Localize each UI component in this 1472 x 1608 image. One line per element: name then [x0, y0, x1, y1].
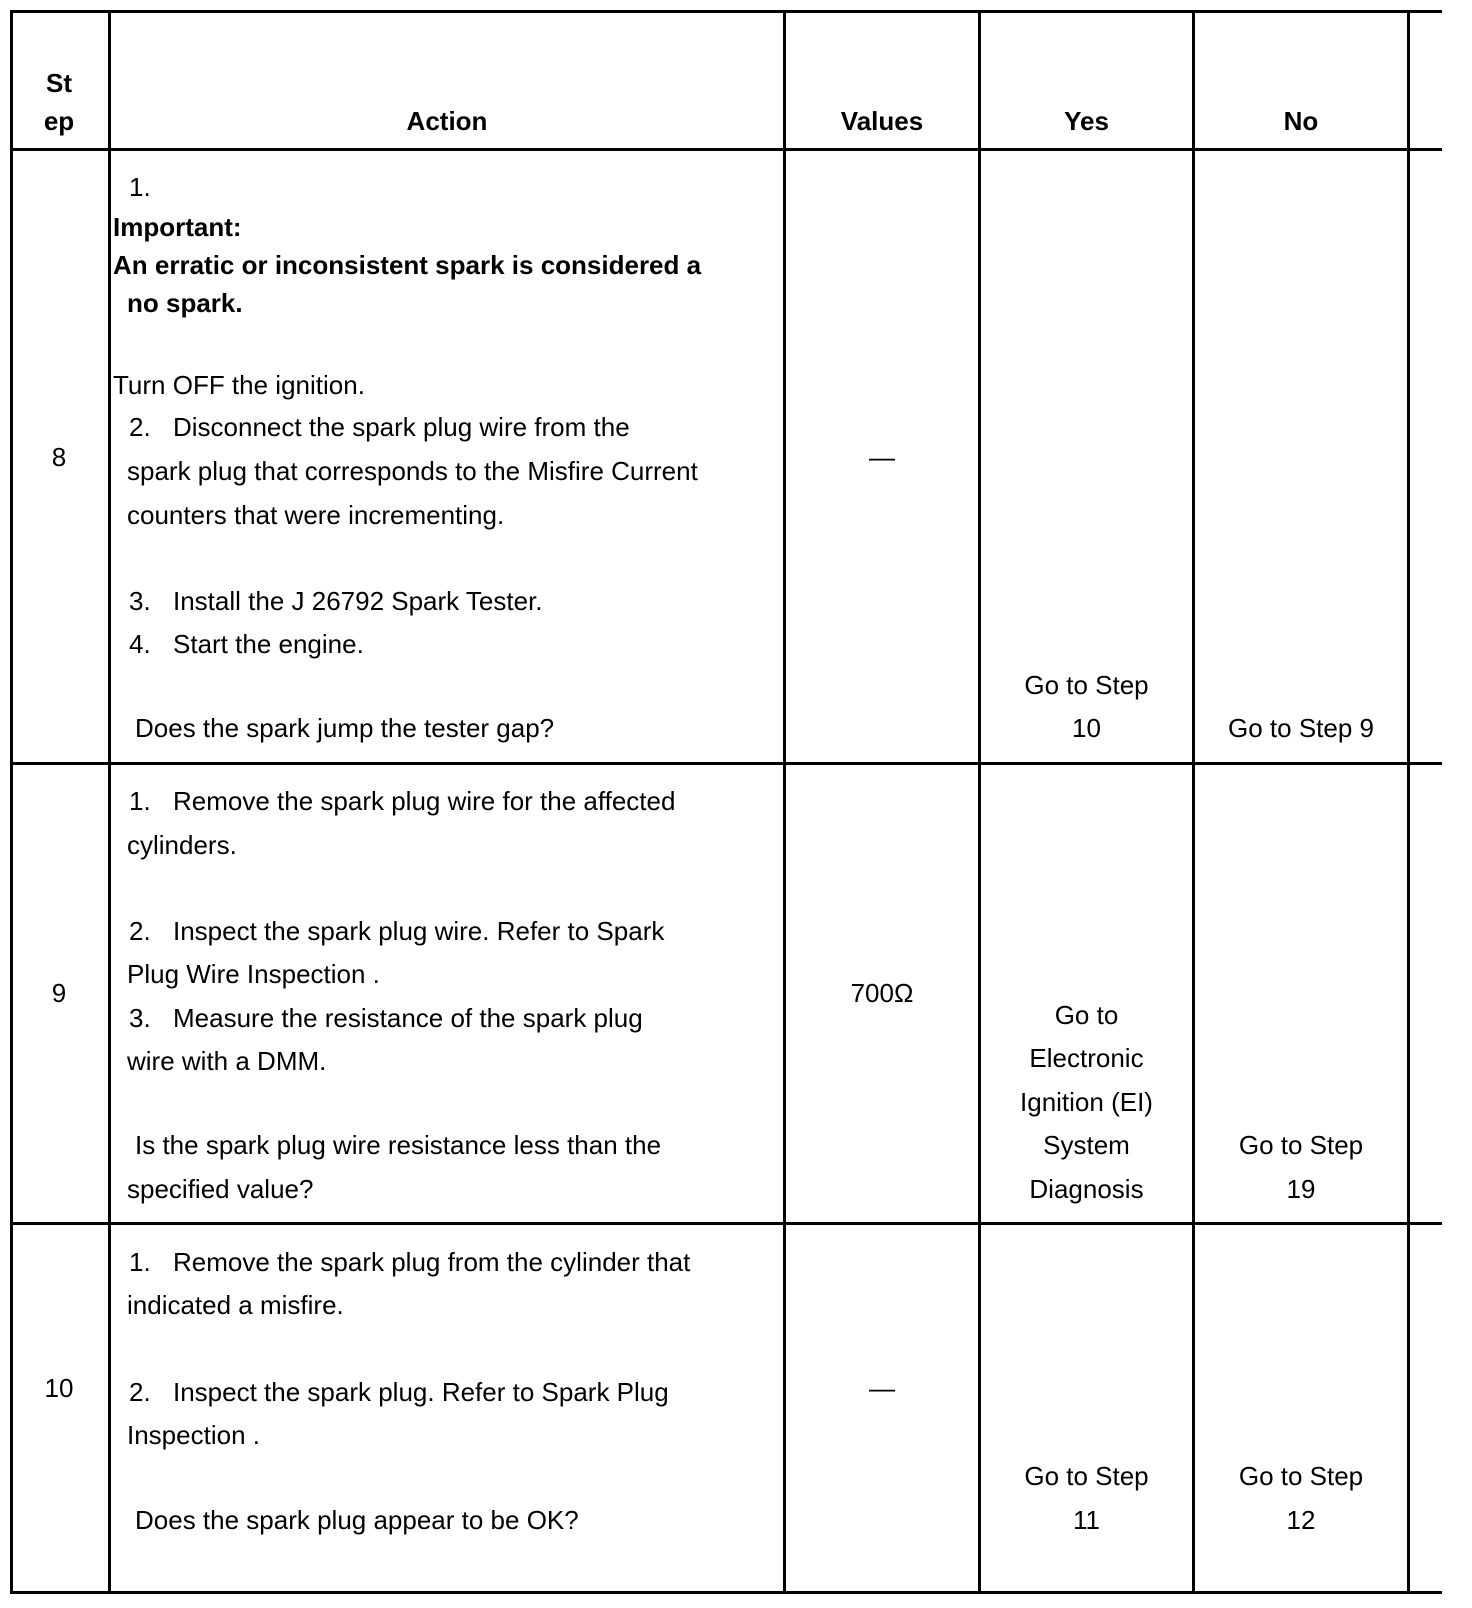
- col-divider-action: [783, 10, 786, 1594]
- list-number-3: 3.: [129, 586, 151, 616]
- list-number-2: 2.: [129, 412, 151, 442]
- header-action: Action: [406, 106, 488, 136]
- step-10-no-line1: Go to Step: [1238, 1461, 1364, 1491]
- step-9-yes-line2: Electronic: [1029, 1043, 1144, 1073]
- list-number-1: 1.: [129, 172, 151, 202]
- step-10-no-line2: 12: [1286, 1505, 1316, 1535]
- step-number: 10: [44, 1373, 74, 1403]
- list-number-4: 4.: [129, 629, 151, 659]
- step-9-question-line1: Is the spark plug wire resistance less than the: [135, 1130, 662, 1160]
- table-border-bottom: [10, 1591, 1442, 1594]
- step-9-yes-line5: Diagnosis: [1029, 1174, 1144, 1204]
- table-border-left: [10, 10, 13, 1594]
- step-number: 8: [51, 442, 67, 472]
- step-8-item-2-line3: counters that were incrementing.: [127, 500, 505, 530]
- step-9-no-line2: 19: [1286, 1174, 1316, 1204]
- header-values: Values: [840, 106, 924, 136]
- important-text-line2: no spark.: [127, 288, 243, 318]
- step-number: 9: [51, 978, 67, 1008]
- diagnostic-table: [10, 10, 1442, 1594]
- list-number-1: 1.: [129, 1247, 151, 1277]
- step-9-yes-line1: Go to: [1054, 1000, 1119, 1030]
- header-yes: Yes: [1064, 106, 1109, 136]
- step-9-yes-line4: System: [1043, 1130, 1130, 1160]
- header-divider: [10, 148, 1442, 151]
- header-no: No: [1283, 106, 1319, 136]
- row-divider-9-10: [10, 1222, 1442, 1225]
- step-10-item-1-line1: Remove the spark plug from the cylinder that: [173, 1247, 691, 1277]
- col-divider-yes: [1192, 10, 1195, 1594]
- list-number-2: 2.: [129, 1377, 151, 1407]
- step-8-item-4: Start the engine.: [173, 629, 364, 659]
- list-number-1: 1.: [129, 786, 151, 816]
- header-step-line1: St: [46, 68, 72, 98]
- table-border-top: [10, 10, 1442, 13]
- important-text-line1: An erratic or inconsistent spark is considered a: [113, 250, 702, 280]
- step-9-item-1-line2: cylinders.: [127, 830, 237, 860]
- step-8-item-2-line1: Disconnect the spark plug wire from the: [173, 412, 630, 442]
- step-10-question: Does the spark plug appear to be OK?: [135, 1505, 579, 1535]
- step-10-item-1-line2: indicated a misfire.: [127, 1290, 344, 1320]
- step-8-no: Go to Step 9: [1228, 713, 1374, 743]
- table-border-right: [1407, 10, 1410, 1594]
- step-10-item-2-line1: Inspect the spark plug. Refer to Spark Plug: [173, 1377, 669, 1407]
- step-9-no-line1: Go to Step: [1238, 1130, 1364, 1160]
- step-9-item-1-line1: Remove the spark plug wire for the affected: [173, 786, 676, 816]
- col-divider-step: [108, 10, 111, 1594]
- step-8-value: —: [869, 442, 895, 472]
- row-divider-8-9: [10, 762, 1442, 765]
- important-label: Important:: [113, 212, 242, 242]
- step-9-item-3-line1: Measure the resistance of the spark plug: [173, 1003, 643, 1033]
- step-10-value: —: [869, 1373, 895, 1403]
- step-8-yes-line2: 10: [1072, 713, 1101, 743]
- step-9-item-3-line2: wire with a DMM.: [127, 1046, 327, 1076]
- step-8-yes-line1: Go to Step: [1024, 670, 1149, 700]
- step-9-question-line2: specified value?: [127, 1174, 314, 1204]
- step-10-yes-line1: Go to Step: [1024, 1461, 1149, 1491]
- list-number-2: 2.: [129, 916, 151, 946]
- col-divider-values: [978, 10, 981, 1594]
- header-step-line2: ep: [43, 106, 75, 136]
- step-9-yes-line3: Ignition (EI): [1020, 1087, 1153, 1117]
- step-10-item-2-line2: Inspection .: [127, 1420, 260, 1450]
- step-8-item-3: Install the J 26792 Spark Tester.: [173, 586, 543, 616]
- step-8-item-1: Turn OFF the ignition.: [113, 370, 365, 400]
- step-9-item-2-line2: Plug Wire Inspection .: [127, 959, 380, 989]
- step-8-item-2-line2: spark plug that corresponds to the Misfire Current: [127, 456, 698, 486]
- step-9-value: 700Ω: [850, 978, 914, 1008]
- step-10-yes-line2: 11: [1073, 1505, 1100, 1535]
- step-9-item-2-line1: Inspect the spark plug wire. Refer to Spark: [173, 916, 665, 946]
- step-8-question: Does the spark jump the tester gap?: [135, 713, 555, 743]
- list-number-3: 3.: [129, 1003, 151, 1033]
